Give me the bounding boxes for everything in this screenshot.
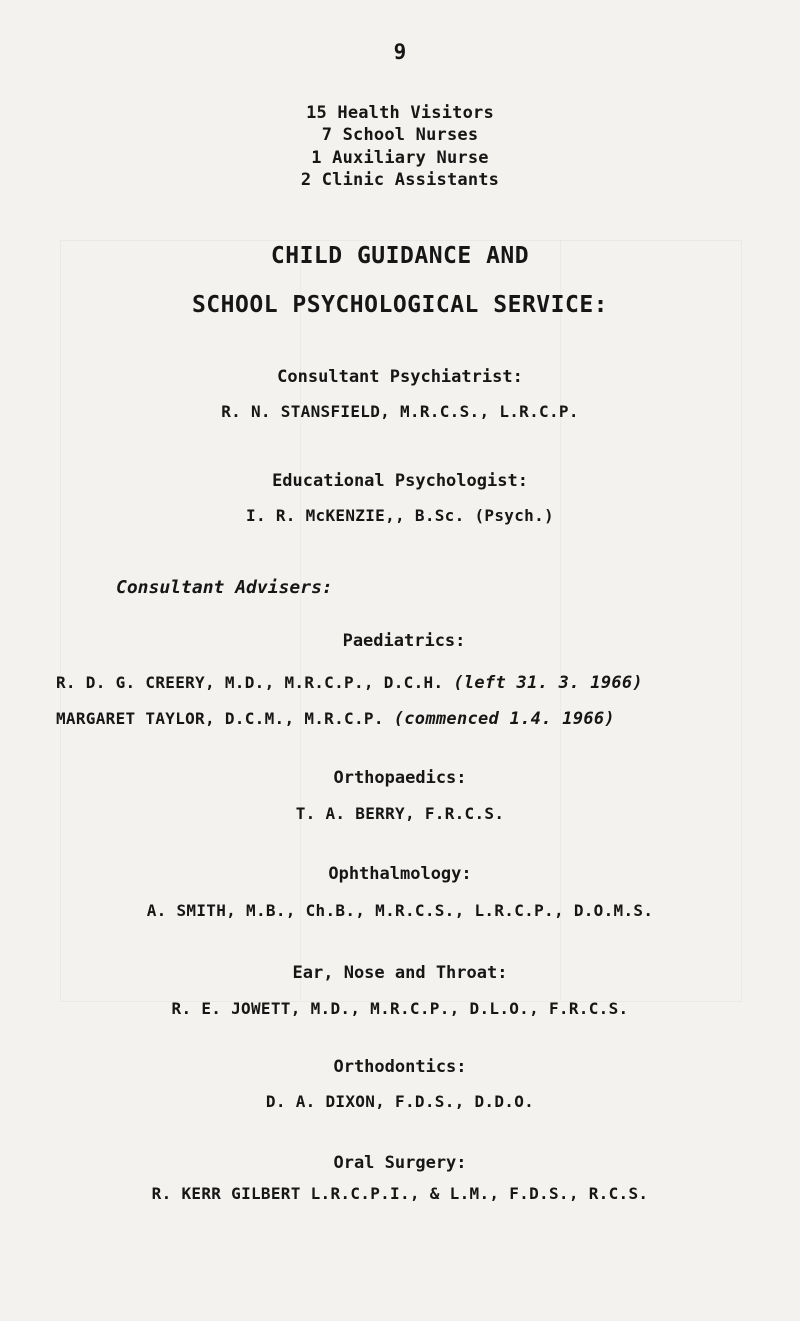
paediatrics-entry <box>56 709 776 729</box>
staff-item: 2 Clinic Assistants <box>300 170 500 190</box>
paediatrician-name: MARGARET TAYLOR, D.C.M., M.R.C.P. <box>56 709 384 728</box>
show-through-rule <box>560 240 561 1000</box>
ophthalmology-title: Ophthalmology: <box>328 864 472 884</box>
consultant-psychiatrist-title: Consultant Psychiatrist: <box>277 367 523 387</box>
section-heading-line1: CHILD GUIDANCE AND <box>270 243 530 269</box>
ent-title: Ear, Nose and Throat: <box>292 963 508 983</box>
show-through-rule <box>300 240 301 1000</box>
consultant-psychiatrist-name: R. N. STANSFIELD, M.R.C.S., L.R.C.P. <box>221 402 579 421</box>
educational-psychologist-title: Educational Psychologist: <box>272 471 528 491</box>
orthopaedics-title: Orthopaedics: <box>333 768 467 788</box>
oral-surgery-title: Oral Surgery: <box>333 1153 467 1173</box>
consultant-advisers-title: Consultant Advisers: <box>116 577 333 598</box>
section-heading-line2: SCHOOL PSYCHOLOGICAL SERVICE: <box>191 292 609 318</box>
paediatrician-note: (left 31. 3. 1966) <box>453 673 643 693</box>
oral-surgery-name: R. KERR GILBERT L.R.C.P.I., & L.M., F.D.S., R.C.S. <box>151 1184 649 1203</box>
page-number: 9 <box>393 40 407 64</box>
show-through-table <box>60 240 742 1002</box>
paediatrics-title: Paediatrics: <box>342 631 466 651</box>
educational-psychologist-name: I. R. McKENZIE,, B.Sc. (Psych.) <box>246 506 554 525</box>
ophthalmology-name: A. SMITH, M.B., Ch.B., M.R.C.S., L.R.C.P., D.O.M.S. <box>146 901 654 920</box>
ent-name: R. E. JOWETT, M.D., M.R.C.P., D.L.O., F.R.C.S. <box>171 999 629 1018</box>
paediatrician-name: R. D. G. CREERY, M.D., M.R.C.P., D.C.H. <box>56 673 444 692</box>
staff-item: 1 Auxiliary Nurse <box>311 148 489 168</box>
paediatrician-note: (commenced 1.4. 1966) <box>393 709 615 729</box>
orthopaedics-name: T. A. BERRY, F.R.C.S. <box>295 804 505 823</box>
orthodontics-name: D. A. DIXON, F.D.S., D.D.O. <box>265 1092 535 1111</box>
staff-item: 15 Health Visitors <box>306 103 494 123</box>
staff-item: 7 School Nurses <box>321 125 479 145</box>
paediatrics-entry <box>56 673 776 693</box>
orthodontics-title: Orthodontics: <box>333 1057 467 1077</box>
